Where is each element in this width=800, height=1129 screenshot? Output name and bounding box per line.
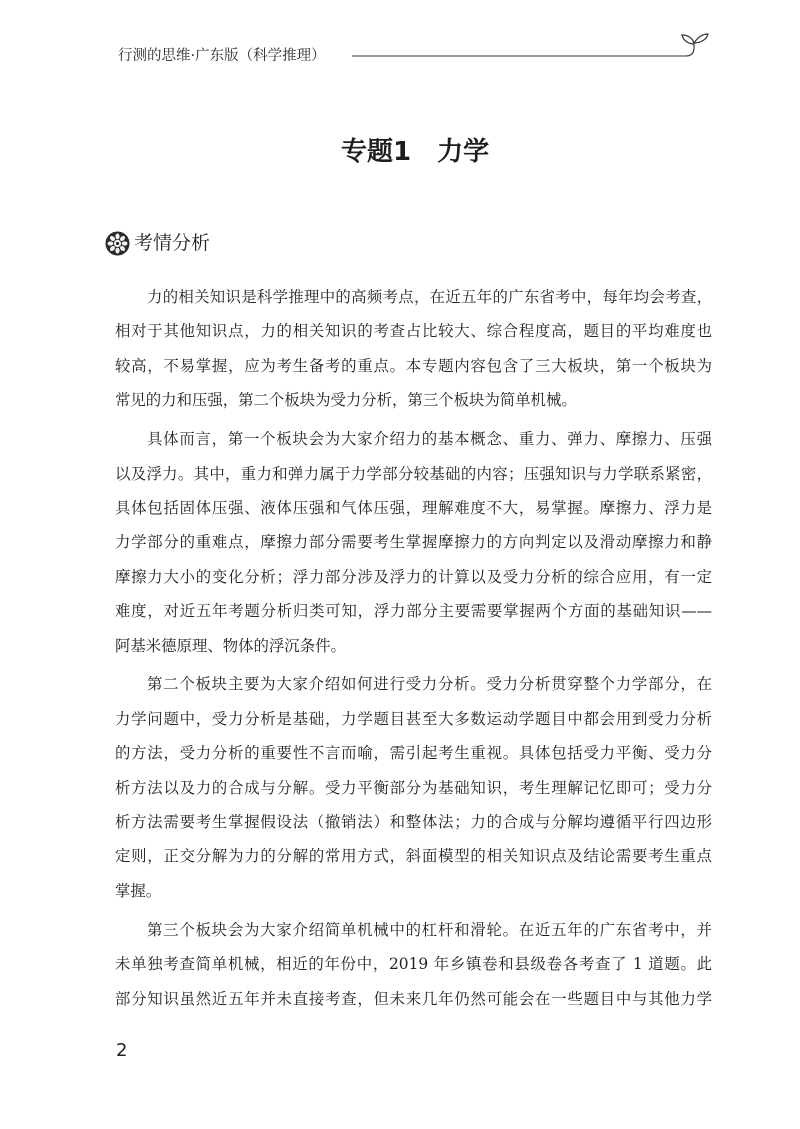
sprout-icon	[682, 34, 708, 44]
paragraph	[115, 667, 712, 908]
header-rule	[350, 26, 712, 60]
text-line: 力的相关知识是科学推理中的高频考点，在近五年的广东省考中，每年均会考查，	[147, 288, 712, 306]
paragraph	[115, 422, 712, 663]
text-line: 相对于其他知识点，力的相关知识的考查占比较大、综合程度高，题目的平均难度也	[115, 322, 712, 341]
text-line: 的方法，受力分析的重要性不言而喻，需引起考生重视。具体包括受力平衡、受力分	[115, 744, 712, 763]
body-text	[115, 280, 712, 1016]
paragraph	[115, 913, 712, 1016]
page-number: 2	[116, 1040, 128, 1061]
text-line: 以及浮力。其中，重力和弹力属于力学部分较基础的内容；压强知识与力学联系紧密，	[115, 464, 712, 483]
emblem-icon	[105, 231, 130, 256]
text-line: 阿基米德原理、物体的浮沉条件。	[115, 636, 346, 655]
text-line: 析方法以及力的合成与分解。受力平衡部分为基础知识，考生理解记忆即可；受力分	[115, 778, 712, 797]
chapter-subject: 力学	[437, 137, 490, 167]
text-line: 摩擦力大小的变化分析；浮力部分涉及浮力的计算以及受力分析的综合应用，有一定	[115, 567, 712, 586]
text-line: 析方法需要考生掌握假设法（撤销法）和整体法；力的合成与分解均遵循平行四边形	[115, 813, 712, 832]
running-head: 行测的思维·广东版（科学推理）	[118, 48, 326, 64]
text-line: 较高，不易掌握，应为考生备考的重点。本专题内容包含了三大板块，第一个板块为	[115, 356, 712, 375]
paragraph	[115, 280, 712, 418]
text-line: 第二个板块主要为大家介绍如何进行受力分析。受力分析贯穿整个力学部分，在	[147, 675, 712, 694]
text-line: 部分知识虽然近五年并未直接考查，但未来几年仍然可能会在一些题目中与其他力学	[115, 989, 712, 1008]
text-line: 第三个板块会为大家介绍简单机械中的杠杆和滑轮。在近五年的广东省考中，并	[147, 920, 712, 939]
text-line: 常见的力和压强，第二个板块为受力分析，第三个板块为简单机械。	[115, 391, 577, 410]
text-line: 难度，对近五年考题分析归类可知，浮力部分主要需要掌握两个方面的基础知识——	[115, 602, 712, 621]
text-line: 定则，正交分解为力的分解的常用方式，斜面模型的相关知识点及结论需要考生重点	[115, 847, 712, 866]
text-line: 具体包括固体压强、液体压强和气体压强，理解难度不大，易掌握。摩擦力、浮力是	[115, 498, 712, 517]
text-line: 力学部分的重难点，摩擦力部分需要考生掌握摩擦力的方向判定以及滑动摩擦力和静	[115, 533, 712, 552]
section-heading: 考情分析	[134, 232, 211, 254]
text-line: 力学问题中，受力分析是基础，力学题目甚至大多数运动学题目中都会用到受力分析	[115, 709, 712, 728]
text-line: 未单独考查简单机械，相近的年份中，2019 年乡镇卷和县级卷各考查了 1 道题。此	[115, 955, 712, 974]
chapter-title	[341, 136, 489, 168]
text-line: 具体而言，第一个板块会为大家介绍力的基本概念、重力、弹力、摩擦力、压强	[147, 430, 712, 449]
text-line: 掌握。	[115, 881, 162, 900]
chapter-number: 专题1	[341, 137, 412, 167]
